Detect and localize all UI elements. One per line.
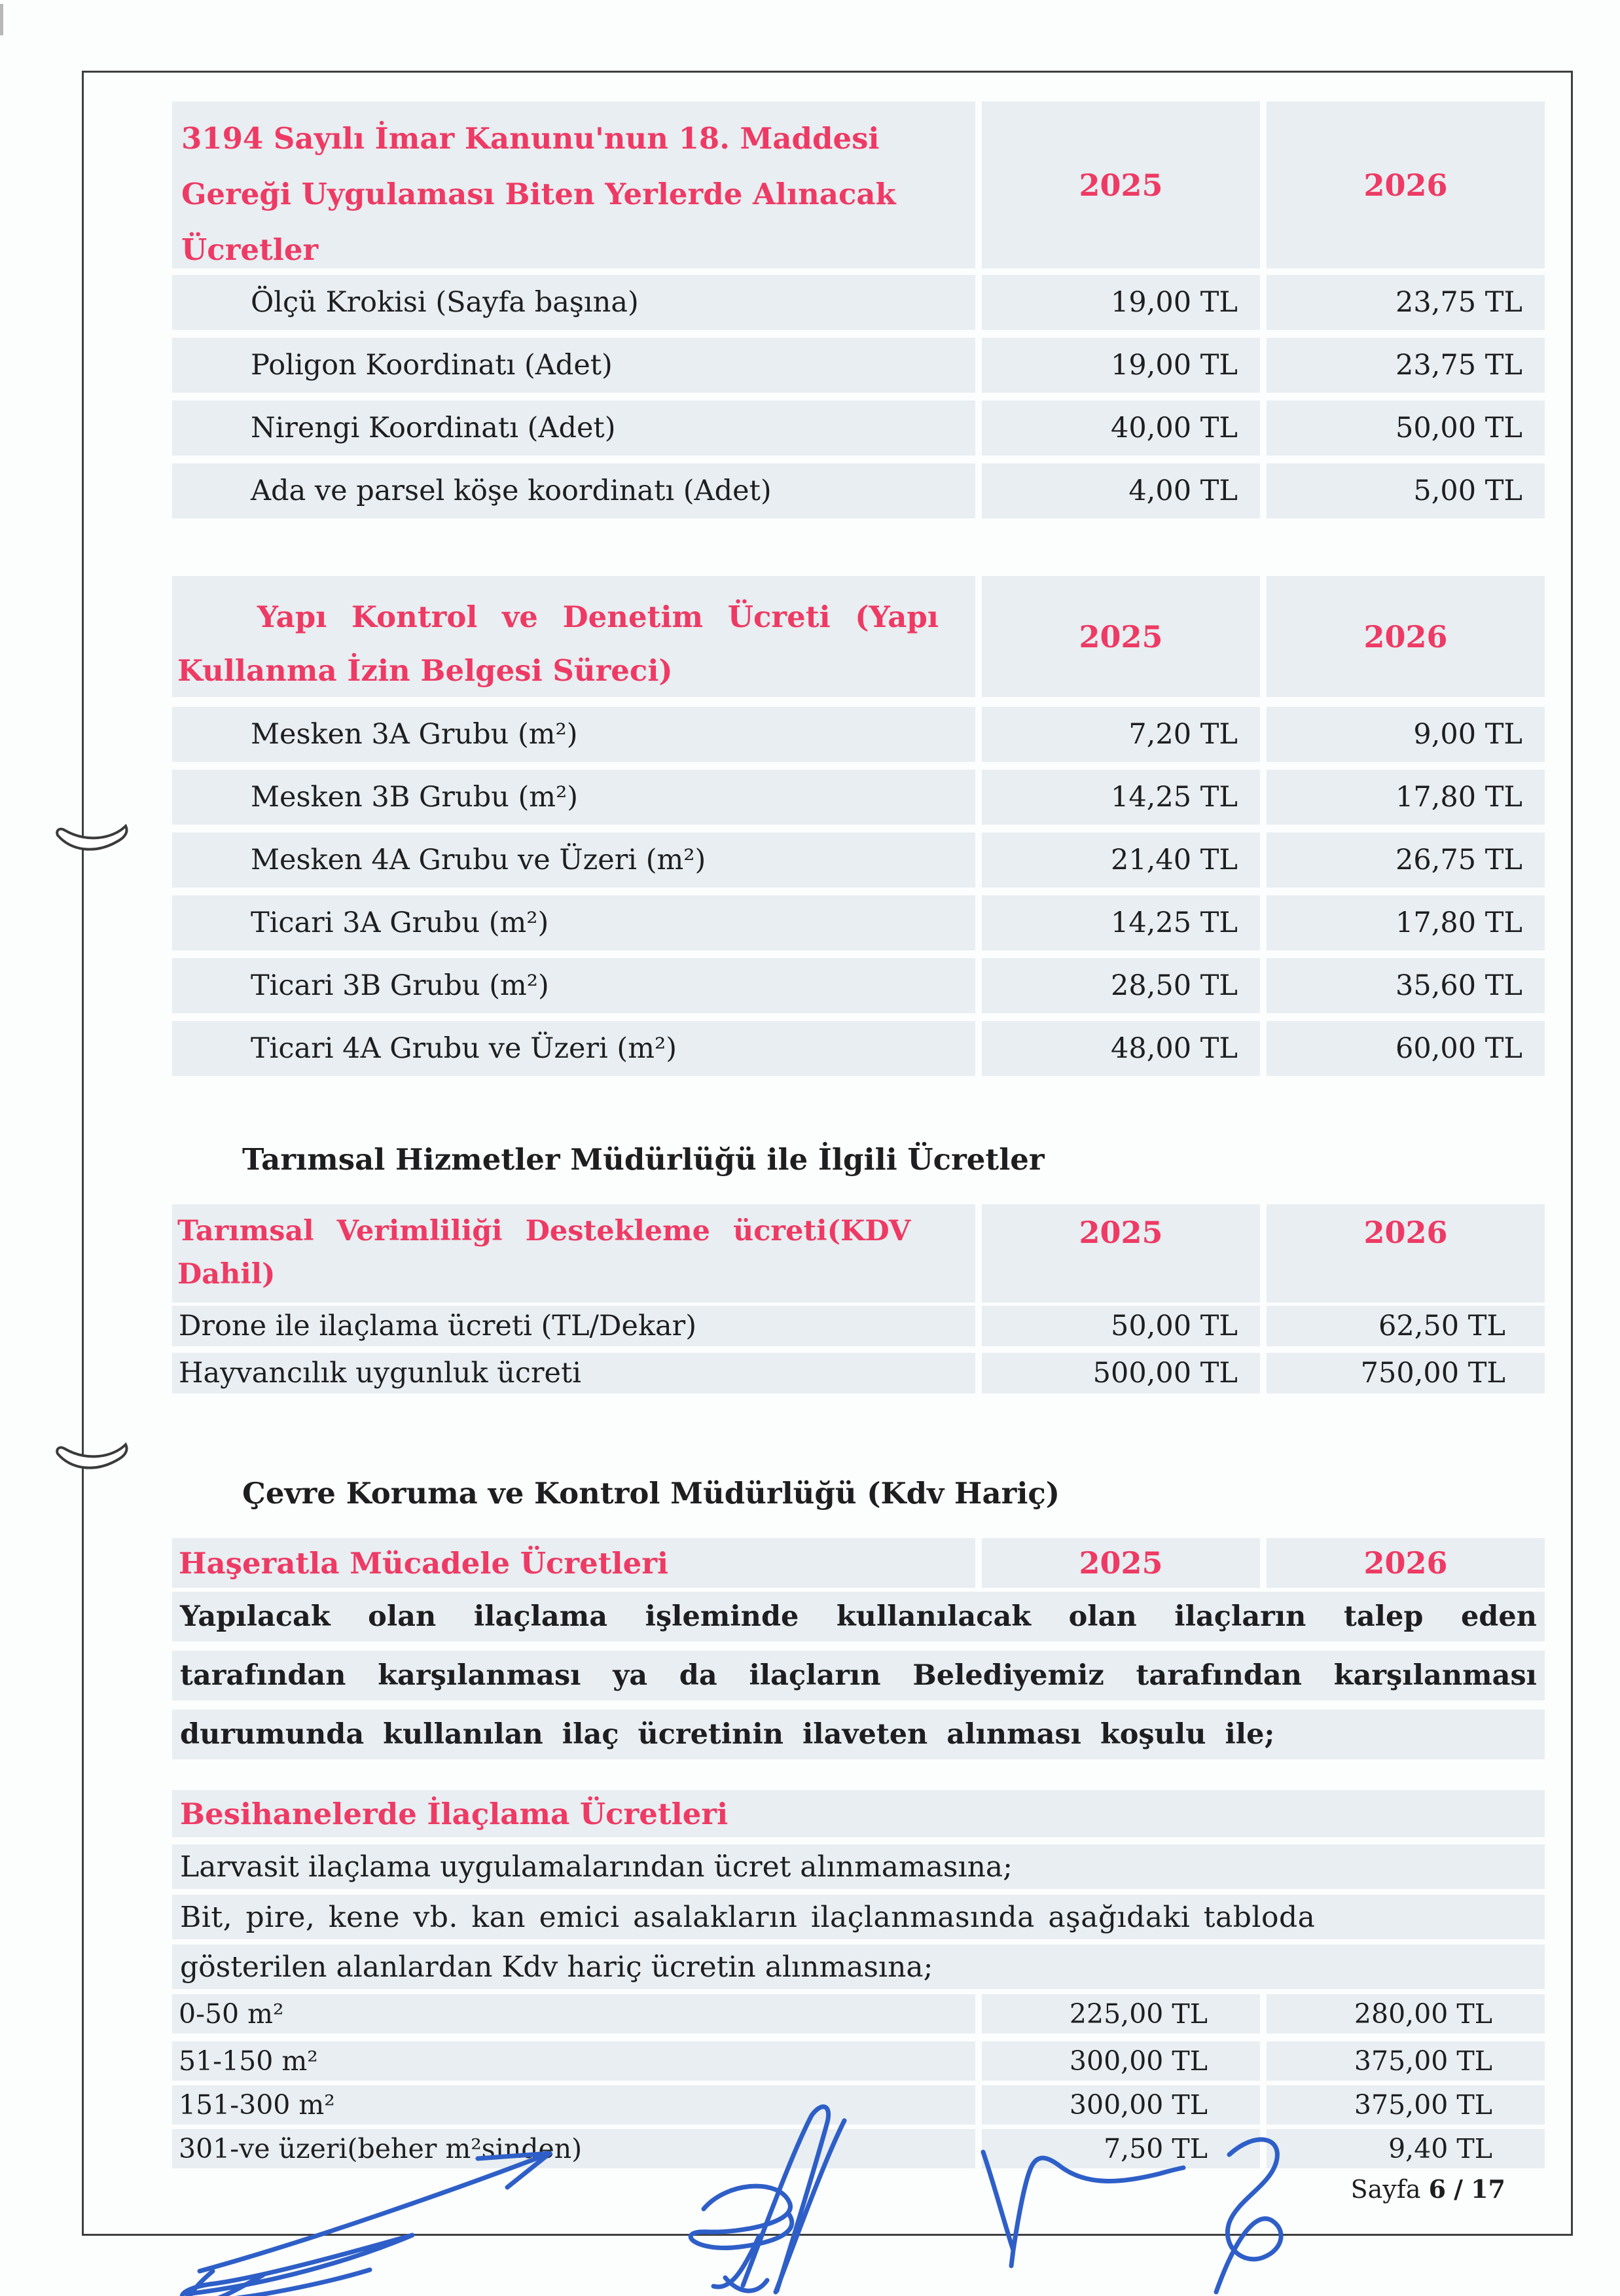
larvasit-line: Larvasit ilaçlama uygulamalarından ücret alınmamasına; bbox=[172, 1844, 1545, 1889]
yapi-kontrol-title: Yapı Kontrol ve Denetim Ücreti (Yapı Kullanma İzin Belgesi Süreci) bbox=[172, 576, 975, 697]
fee-2025: 7,50 TL bbox=[982, 2129, 1260, 2168]
fee-2025: 14,25 TL bbox=[982, 895, 1260, 950]
col-header-2025: 2025 bbox=[982, 1538, 1260, 1588]
fee-2026: 60,00 TL bbox=[1267, 1021, 1545, 1076]
fee-label: Ticari 3A Grubu (m²) bbox=[172, 895, 975, 950]
fee-2026: 375,00 TL bbox=[1267, 2085, 1545, 2125]
imar-table-title: 3194 Sayılı İmar Kanunu'nun 18. Maddesi Gereği Uygulaması Biten Yerlerde Alınacak Ücretler bbox=[172, 101, 975, 268]
fee-2025: 19,00 TL bbox=[982, 275, 1260, 330]
fee-2026: 62,50 TL bbox=[1267, 1306, 1545, 1346]
fee-2025: 4,00 TL bbox=[982, 463, 1260, 518]
table-row bbox=[172, 275, 1545, 330]
fee-label: Ada ve parsel köşe koordinatı (Adet) bbox=[172, 463, 975, 518]
fee-2025: 50,00 TL bbox=[982, 1306, 1260, 1346]
fee-2025: 225,00 TL bbox=[982, 1994, 1260, 2034]
fee-2025: 500,00 TL bbox=[982, 1353, 1260, 1393]
fee-2026: 280,00 TL bbox=[1267, 1994, 1545, 2034]
fee-label: 151-300 m² bbox=[172, 2085, 975, 2125]
page-number-label: Sayfa bbox=[1350, 2175, 1421, 2204]
fee-label: Mesken 3A Grubu (m²) bbox=[172, 707, 975, 762]
bit-line: Bit, pire, kene vb. kan emici asalakların ilaçlanmasında aşağıdaki tabloda bbox=[172, 1895, 1545, 1939]
signature-4 bbox=[983, 2152, 1183, 2266]
fee-2025: 300,00 TL bbox=[982, 2041, 1260, 2081]
table-row bbox=[172, 463, 1545, 518]
tarimsal-table-header bbox=[172, 1204, 1545, 1302]
col-header-2025: 2025 bbox=[982, 1204, 1260, 1302]
fee-2026: 750,00 TL bbox=[1267, 1353, 1545, 1393]
table-row bbox=[172, 1306, 1545, 1346]
fee-label: 51-150 m² bbox=[172, 2041, 975, 2081]
col-header-2026: 2026 bbox=[1267, 576, 1545, 697]
fee-2025: 21,40 TL bbox=[982, 833, 1260, 888]
bit-line: gösterilen alanlardan Kdv hariç ücretin alınmasına; bbox=[172, 1945, 1545, 1989]
note-line: tarafından karşılanması ya da ilaçların Belediyemiz tarafından karşılanması bbox=[172, 1651, 1545, 1700]
fee-label: Ölçü Krokisi (Sayfa başına) bbox=[172, 275, 975, 330]
fee-2025: 48,00 TL bbox=[982, 1021, 1260, 1076]
fee-2026: 5,00 TL bbox=[1267, 463, 1545, 518]
fee-2025: 7,20 TL bbox=[982, 707, 1260, 762]
fee-label: Nirengi Koordinatı (Adet) bbox=[172, 401, 975, 456]
col-header-2026: 2026 bbox=[1267, 1204, 1545, 1302]
table-row bbox=[172, 401, 1545, 456]
table-row bbox=[172, 895, 1545, 950]
section-heading-cevre: Çevre Koruma ve Kontrol Müdürlüğü (Kdv Hariç) bbox=[242, 1476, 1060, 1511]
col-header-2026: 2026 bbox=[1267, 1538, 1545, 1588]
scan-edge-artifact bbox=[0, 4, 3, 35]
fee-2026: 50,00 TL bbox=[1267, 401, 1545, 456]
fee-2026: 375,00 TL bbox=[1267, 2041, 1545, 2081]
fee-2025: 300,00 TL bbox=[982, 2085, 1260, 2125]
fee-2026: 26,75 TL bbox=[1267, 833, 1545, 888]
fee-label: 301-ve üzeri(beher m²sinden) bbox=[172, 2129, 975, 2168]
fee-label: Drone ile ilaçlama ücreti (TL/Dekar) bbox=[172, 1306, 975, 1346]
yapi-kontrol-table-header bbox=[172, 576, 1545, 697]
fee-label: Ticari 4A Grubu ve Üzeri (m²) bbox=[172, 1021, 975, 1076]
fee-label: Ticari 3B Grubu (m²) bbox=[172, 958, 975, 1013]
fee-2025: 19,00 TL bbox=[982, 338, 1260, 393]
fee-2026: 9,00 TL bbox=[1267, 707, 1545, 762]
fee-label: Hayvancılık uygunluk ücreti bbox=[172, 1353, 975, 1393]
fee-2025: 28,50 TL bbox=[982, 958, 1260, 1013]
signature-ink-overlay bbox=[151, 2075, 1329, 2296]
table-row bbox=[172, 833, 1545, 888]
note-line: Yapılacak olan ilaçlama işleminde kullanılacak olan ilaçların talep eden bbox=[172, 1592, 1545, 1641]
table-row bbox=[172, 707, 1545, 762]
fee-2026: 17,80 TL bbox=[1267, 770, 1545, 825]
haseratla-table-header bbox=[172, 1538, 1545, 1588]
note-line: durumunda kullanılan ilaç ücretinin ilaveten alınması koşulu ile; bbox=[172, 1710, 1545, 1759]
table-row bbox=[172, 770, 1545, 825]
col-header-2025: 2025 bbox=[982, 101, 1260, 268]
table-row bbox=[172, 338, 1545, 393]
fee-2026: 35,60 TL bbox=[1267, 958, 1545, 1013]
tarimsal-table-title: Tarımsal Verimliliği Destekleme ücreti(KDV Dahil) bbox=[172, 1204, 975, 1302]
col-header-2026: 2026 bbox=[1267, 101, 1545, 268]
table-row bbox=[172, 1994, 1545, 2034]
signature-5 bbox=[1216, 2140, 1281, 2292]
table-row bbox=[172, 1021, 1545, 1076]
haseratla-title: Haşeratla Mücadele Ücretleri bbox=[172, 1538, 975, 1588]
fee-2025: 14,25 TL bbox=[982, 770, 1260, 825]
punch-hole-mark bbox=[52, 817, 137, 859]
fee-2026: 17,80 TL bbox=[1267, 895, 1545, 950]
page-number-separator: / bbox=[1454, 2174, 1464, 2204]
page-number-total: 17 bbox=[1471, 2174, 1505, 2204]
fee-label: Poligon Koordinatı (Adet) bbox=[172, 338, 975, 393]
signature-1 bbox=[182, 2153, 550, 2296]
imar-table-header bbox=[172, 101, 1545, 268]
besihanelerde-title: Besihanelerde İlaçlama Ücretleri bbox=[172, 1790, 1545, 1837]
punch-hole-mark bbox=[52, 1435, 137, 1477]
fee-label: Mesken 3B Grubu (m²) bbox=[172, 770, 975, 825]
fee-2026: 23,75 TL bbox=[1267, 338, 1545, 393]
page-number-current: 6 bbox=[1428, 2174, 1447, 2204]
col-header-2025: 2025 bbox=[982, 576, 1260, 697]
fee-label: 0-50 m² bbox=[172, 1994, 975, 2034]
fee-2026: 9,40 TL bbox=[1267, 2129, 1545, 2168]
table-row bbox=[172, 958, 1545, 1013]
fee-2025: 40,00 TL bbox=[982, 401, 1260, 456]
section-heading-tarimsal: Tarımsal Hizmetler Müdürlüğü ile İlgili Ücretler bbox=[242, 1142, 1045, 1177]
fee-2026: 23,75 TL bbox=[1267, 275, 1545, 330]
table-row bbox=[172, 1353, 1545, 1393]
fee-label: Mesken 4A Grubu ve Üzeri (m²) bbox=[172, 833, 975, 888]
